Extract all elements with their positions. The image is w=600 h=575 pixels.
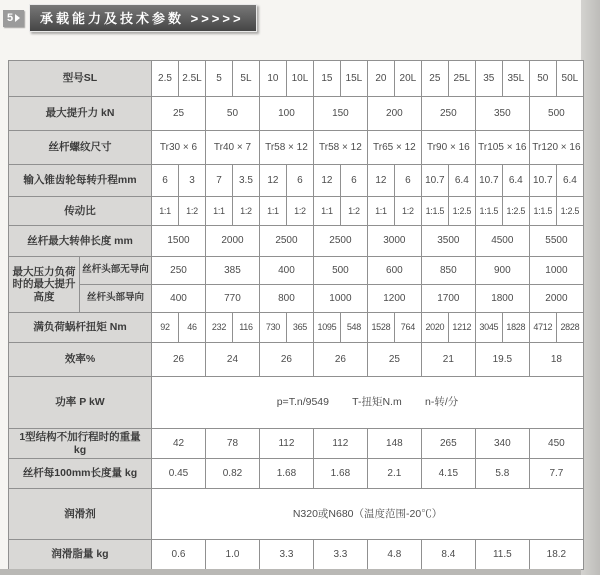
row-label-cell: 传动比 (9, 197, 152, 226)
spec-table (8, 60, 584, 570)
value-cell: 1:1 (259, 197, 286, 226)
section-header (3, 4, 257, 32)
value-cell: 10.7 (421, 165, 448, 197)
value-cell: 232 (205, 313, 232, 343)
value-cell: 340 (475, 429, 529, 459)
value-cell: 3 (179, 165, 206, 197)
table-row (9, 61, 584, 97)
value-cell: 800 (259, 285, 313, 313)
value-cell: 78 (205, 429, 259, 459)
table-row (9, 313, 584, 343)
row-label-cell: 最大压力负荷时的最大提升高度 (9, 257, 80, 313)
value-cell: 46 (179, 313, 206, 343)
column-header-cell: 10 (259, 61, 286, 97)
column-header-cell: 15L (340, 61, 367, 97)
column-header-cell: 25L (448, 61, 475, 97)
value-cell: 2500 (259, 226, 313, 257)
value-cell: 26 (313, 343, 367, 377)
value-cell: p=T.n/9549 T-扭矩N.m n-转/分 (152, 377, 584, 429)
value-cell: 116 (232, 313, 259, 343)
table-row (9, 459, 584, 489)
row-label-cell: 输入锥齿轮每转升程mm (9, 165, 152, 197)
value-cell: 350 (475, 97, 529, 131)
value-cell: 1:2.5 (556, 197, 583, 226)
value-cell: 600 (367, 257, 421, 285)
value-cell: 12 (313, 165, 340, 197)
table-row (9, 429, 584, 459)
value-cell: 1:2.5 (502, 197, 529, 226)
value-cell: 24 (205, 343, 259, 377)
table-row (9, 226, 584, 257)
value-cell: 2828 (556, 313, 583, 343)
table-row (9, 285, 584, 313)
row-sublabel-cell: 丝杆头部无导向 (80, 257, 152, 285)
value-cell: 3500 (421, 226, 475, 257)
value-cell: 1:1 (367, 197, 394, 226)
column-header-cell: 2.5 (152, 61, 179, 97)
value-cell: 730 (259, 313, 286, 343)
column-header-cell: 5 (205, 61, 232, 97)
table-row (9, 257, 584, 285)
column-header-cell: 15 (313, 61, 340, 97)
value-cell: 7.7 (529, 459, 583, 489)
table-row (9, 165, 584, 197)
value-cell: 6.4 (502, 165, 529, 197)
value-cell: 112 (259, 429, 313, 459)
value-cell: 42 (152, 429, 206, 459)
value-cell: 148 (367, 429, 421, 459)
value-cell: 0.45 (152, 459, 206, 489)
section-title-banner (29, 4, 257, 32)
value-cell: Tr40 × 7 (205, 131, 259, 165)
value-cell: 25 (367, 343, 421, 377)
row-label-cell: 功率 P kW (9, 377, 152, 429)
table-row (9, 540, 584, 570)
value-cell: 900 (475, 257, 529, 285)
column-header-cell: 35 (475, 61, 502, 97)
value-cell: 385 (205, 257, 259, 285)
value-cell: 6 (152, 165, 179, 197)
value-cell: 1:2 (232, 197, 259, 226)
table-row (9, 131, 584, 165)
value-cell: 1:1 (152, 197, 179, 226)
value-cell: 1:2 (340, 197, 367, 226)
table-row (9, 197, 584, 226)
value-cell: 50 (205, 97, 259, 131)
column-header-cell: 2.5L (179, 61, 206, 97)
value-cell: 12 (367, 165, 394, 197)
value-cell: 764 (394, 313, 421, 343)
column-header-cell: 25 (421, 61, 448, 97)
value-cell: 100 (259, 97, 313, 131)
value-cell: 21 (421, 343, 475, 377)
value-cell: 4712 (529, 313, 556, 343)
value-cell: 19.5 (475, 343, 529, 377)
value-cell: 1:2 (394, 197, 421, 226)
value-cell: 770 (205, 285, 259, 313)
value-cell: 400 (152, 285, 206, 313)
value-cell: 1700 (421, 285, 475, 313)
row-label-cell: 1型结构不加行程时的重量 kg (9, 429, 152, 459)
value-cell: Tr58 × 12 (259, 131, 313, 165)
value-cell: 7 (205, 165, 232, 197)
section-title: 承载能力及技术参数 >>>>> (40, 11, 244, 26)
column-header-cell: 20L (394, 61, 421, 97)
section-arrow-icon (15, 14, 20, 22)
value-cell: 1:1.5 (421, 197, 448, 226)
value-cell: 5500 (529, 226, 583, 257)
row-label-cell: 丝杆螺纹尺寸 (9, 131, 152, 165)
row-label-cell: 润滑剂 (9, 489, 152, 540)
value-cell: 3.3 (313, 540, 367, 570)
page-bottom-shadow (0, 569, 581, 575)
table-row (9, 377, 584, 429)
column-header-cell: 50L (556, 61, 583, 97)
value-cell: N320或N680（温度范围-20℃） (152, 489, 584, 540)
column-header-cell: 5L (232, 61, 259, 97)
value-cell: 2.1 (367, 459, 421, 489)
value-cell: 1212 (448, 313, 475, 343)
value-cell: 6 (340, 165, 367, 197)
value-cell: 1828 (502, 313, 529, 343)
value-cell: 11.5 (475, 540, 529, 570)
value-cell: 1:1.5 (529, 197, 556, 226)
row-label-cell: 满负荷蜗杆扭矩 Nm (9, 313, 152, 343)
value-cell: 1.0 (205, 540, 259, 570)
value-cell: 0.6 (152, 540, 206, 570)
value-cell: 200 (367, 97, 421, 131)
value-cell: 500 (529, 97, 583, 131)
value-cell: 1:2.5 (448, 197, 475, 226)
value-cell: 92 (152, 313, 179, 343)
section-number: 5 (6, 11, 14, 24)
row-label-cell: 丝杆最大转伸长度 mm (9, 226, 152, 257)
value-cell: 6.4 (448, 165, 475, 197)
value-cell: 1528 (367, 313, 394, 343)
value-cell: 2020 (421, 313, 448, 343)
value-cell: 1:2 (179, 197, 206, 226)
value-cell: 1.68 (313, 459, 367, 489)
value-cell: 548 (340, 313, 367, 343)
value-cell: 4500 (475, 226, 529, 257)
value-cell: 1:1 (205, 197, 232, 226)
row-label-cell: 最大提升力 kN (9, 97, 152, 131)
value-cell: 850 (421, 257, 475, 285)
value-cell: 6 (394, 165, 421, 197)
value-cell: 150 (313, 97, 367, 131)
value-cell: 1200 (367, 285, 421, 313)
table-row (9, 343, 584, 377)
value-cell: Tr65 × 12 (367, 131, 421, 165)
value-cell: 3.3 (259, 540, 313, 570)
column-header-cell: 10L (286, 61, 313, 97)
row-label-cell: 润滑脂量 kg (9, 540, 152, 570)
value-cell: 4.8 (367, 540, 421, 570)
value-cell: 2000 (529, 285, 583, 313)
value-cell: 2500 (313, 226, 367, 257)
value-cell: 400 (259, 257, 313, 285)
value-cell: 12 (259, 165, 286, 197)
value-cell: 1800 (475, 285, 529, 313)
value-cell: Tr90 × 16 (421, 131, 475, 165)
value-cell: 6.4 (556, 165, 583, 197)
value-cell: 10.7 (475, 165, 502, 197)
value-cell: 450 (529, 429, 583, 459)
value-cell: 6 (286, 165, 313, 197)
value-cell: 18 (529, 343, 583, 377)
value-cell: 250 (152, 257, 206, 285)
section-number-badge (3, 10, 24, 27)
value-cell: 1000 (313, 285, 367, 313)
value-cell: 3.5 (232, 165, 259, 197)
value-cell: 500 (313, 257, 367, 285)
value-cell: 1:1 (313, 197, 340, 226)
value-cell: 10.7 (529, 165, 556, 197)
value-cell: Tr120 × 16 (529, 131, 583, 165)
value-cell: 1095 (313, 313, 340, 343)
value-cell: 112 (313, 429, 367, 459)
value-cell: 1:2 (286, 197, 313, 226)
value-cell: 4.15 (421, 459, 475, 489)
value-cell: Tr30 × 6 (152, 131, 206, 165)
value-cell: 2000 (205, 226, 259, 257)
column-header-cell: 35L (502, 61, 529, 97)
table-row (9, 489, 584, 540)
value-cell: 8.4 (421, 540, 475, 570)
table-row (9, 97, 584, 131)
value-cell: 250 (421, 97, 475, 131)
value-cell: 1:1.5 (475, 197, 502, 226)
value-cell: 25 (152, 97, 206, 131)
value-cell: 1000 (529, 257, 583, 285)
value-cell: 1500 (152, 226, 206, 257)
column-header-cell: 50 (529, 61, 556, 97)
row-sublabel-cell: 丝杆头部导向 (80, 285, 152, 313)
value-cell: 3000 (367, 226, 421, 257)
value-cell: 26 (152, 343, 206, 377)
row-label-cell: 丝杆每100mm长度量 kg (9, 459, 152, 489)
row-label-cell: 型号SL (9, 61, 152, 97)
value-cell: 26 (259, 343, 313, 377)
value-cell: Tr105 × 16 (475, 131, 529, 165)
value-cell: 265 (421, 429, 475, 459)
value-cell: 3045 (475, 313, 502, 343)
value-cell: 18.2 (529, 540, 583, 570)
row-label-cell: 效率% (9, 343, 152, 377)
value-cell: 365 (286, 313, 313, 343)
column-header-cell: 20 (367, 61, 394, 97)
value-cell: 5.8 (475, 459, 529, 489)
value-cell: Tr58 × 12 (313, 131, 367, 165)
value-cell: 1.68 (259, 459, 313, 489)
value-cell: 0.82 (205, 459, 259, 489)
